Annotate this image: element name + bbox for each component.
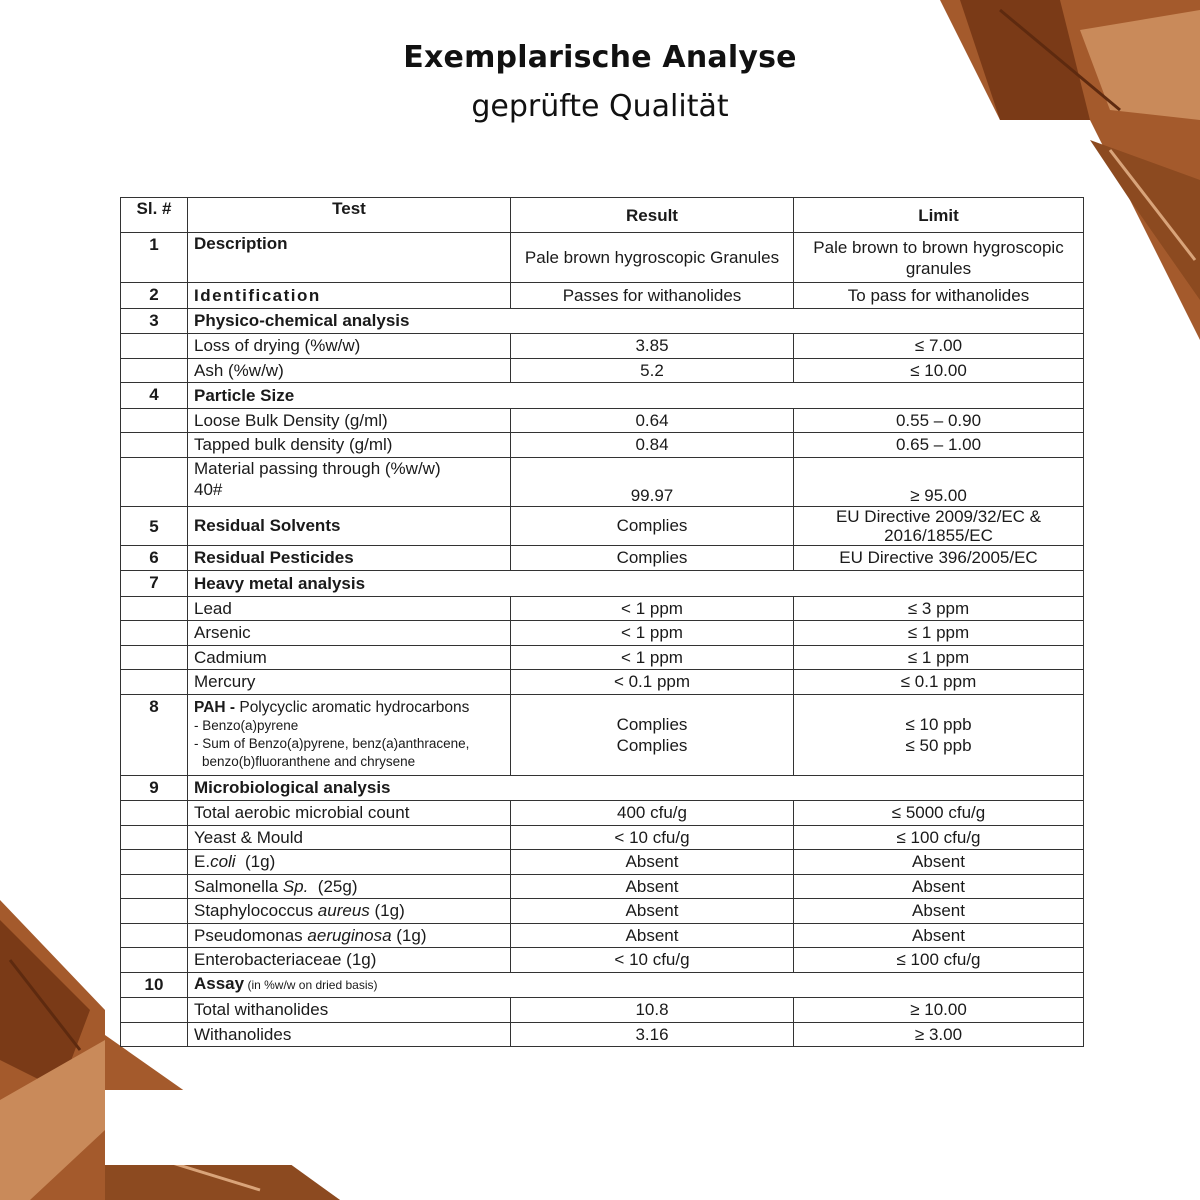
result-value: 3.85 bbox=[511, 334, 794, 359]
test-name: Withanolides bbox=[188, 1022, 511, 1047]
limit-value: ≤ 1 ppm bbox=[794, 621, 1084, 646]
table-row bbox=[121, 545, 1084, 571]
limit-line: ≤ 50 ppb bbox=[905, 735, 972, 755]
limit-value: ≤ 100 cfu/g bbox=[794, 948, 1084, 973]
test-name: Residual Pesticides bbox=[188, 545, 511, 571]
table-row bbox=[121, 948, 1084, 973]
test-name bbox=[188, 694, 511, 775]
table-row bbox=[121, 596, 1084, 621]
table-header-row bbox=[121, 198, 1084, 233]
test-name: Yeast & Mould bbox=[188, 825, 511, 850]
result-value: < 0.1 ppm bbox=[511, 670, 794, 695]
test-name-line2: 40# bbox=[194, 479, 223, 499]
table-row bbox=[121, 694, 1084, 775]
test-name-part: (1g) bbox=[235, 852, 276, 872]
test-name: Lead bbox=[188, 596, 511, 621]
table-row bbox=[121, 506, 1084, 545]
section-title bbox=[188, 972, 1084, 998]
test-name: Loose Bulk Density (g/ml) bbox=[188, 408, 511, 433]
row-number: 7 bbox=[121, 571, 188, 597]
test-name bbox=[188, 850, 511, 875]
table-row bbox=[121, 670, 1084, 695]
limit-value: Absent bbox=[794, 899, 1084, 924]
result-value: 3.16 bbox=[511, 1022, 794, 1047]
limit-value: ≤ 1 ppm bbox=[794, 645, 1084, 670]
white-panel-bottom bbox=[105, 1090, 1200, 1165]
result-value: Absent bbox=[511, 923, 794, 948]
section-row bbox=[121, 775, 1084, 801]
header-limit: Limit bbox=[794, 198, 1084, 233]
result-value: Absent bbox=[511, 899, 794, 924]
row-number: 2 bbox=[121, 283, 188, 309]
test-name: Ash (%w/w) bbox=[188, 358, 511, 383]
result-value: < 1 ppm bbox=[511, 645, 794, 670]
table-row bbox=[121, 283, 1084, 309]
result-value: < 10 cfu/g bbox=[511, 825, 794, 850]
section-row bbox=[121, 383, 1084, 409]
test-name: Enterobacteriaceae (1g) bbox=[188, 948, 511, 973]
row-number: 6 bbox=[121, 545, 188, 571]
header-sl: Sl. # bbox=[121, 198, 188, 233]
result-value: 0.84 bbox=[511, 433, 794, 458]
test-name: Loss of drying (%w/w) bbox=[188, 334, 511, 359]
row-number: 5 bbox=[121, 506, 188, 545]
test-name-italic: coli bbox=[210, 852, 236, 872]
table-row bbox=[121, 457, 1084, 506]
limit-value: Absent bbox=[794, 850, 1084, 875]
limit-value: ≤ 3 ppm bbox=[794, 596, 1084, 621]
result-value: Complies bbox=[511, 545, 794, 571]
row-number: 3 bbox=[121, 308, 188, 334]
header-test: Test bbox=[188, 198, 511, 233]
analysis-table bbox=[120, 197, 1084, 1047]
test-name-italic: aeruginosa bbox=[307, 925, 392, 945]
section-row bbox=[121, 571, 1084, 597]
pah-line: - Benzo(a)pyrene bbox=[194, 717, 299, 733]
test-name bbox=[188, 923, 511, 948]
limit-value: ≤ 10.00 bbox=[794, 358, 1084, 383]
result-value: Absent bbox=[511, 850, 794, 875]
section-title: Heavy metal analysis bbox=[188, 571, 1084, 597]
table-row bbox=[121, 621, 1084, 646]
limit-value: EU Directive 2009/32/EC & 2016/1855/EC bbox=[794, 506, 1084, 545]
table-row bbox=[121, 825, 1084, 850]
heading bbox=[0, 40, 1200, 124]
limit-value: ≥ 95.00 bbox=[794, 457, 1084, 506]
row-number: 9 bbox=[121, 775, 188, 801]
test-name: Total aerobic microbial count bbox=[188, 801, 511, 826]
test-name-line1: Material passing through (%w/w) bbox=[194, 458, 441, 478]
result-value: 10.8 bbox=[511, 998, 794, 1023]
result-line: Complies bbox=[616, 714, 688, 734]
result-value: 5.2 bbox=[511, 358, 794, 383]
limit-value: Pale brown to brown hygroscopic granules bbox=[794, 233, 1084, 283]
limit-value: ≤ 0.1 ppm bbox=[794, 670, 1084, 695]
result-value: 99.97 bbox=[511, 457, 794, 506]
test-name: Identification bbox=[188, 283, 511, 309]
row-number: 4 bbox=[121, 383, 188, 409]
limit-value: Absent bbox=[794, 874, 1084, 899]
test-name-part: Salmonella bbox=[194, 876, 283, 896]
limit-value: ≤ 7.00 bbox=[794, 334, 1084, 359]
test-name-part: (25g) bbox=[308, 876, 358, 896]
test-name: Total withanolides bbox=[188, 998, 511, 1023]
section-row bbox=[121, 308, 1084, 334]
test-name-part: (1g) bbox=[369, 901, 405, 921]
row-number: 8 bbox=[121, 694, 188, 775]
result-value: < 1 ppm bbox=[511, 596, 794, 621]
result-line: Complies bbox=[616, 735, 688, 755]
limit-value: ≤ 100 cfu/g bbox=[794, 825, 1084, 850]
result-value bbox=[511, 694, 794, 775]
limit-value: Absent bbox=[794, 923, 1084, 948]
test-name bbox=[188, 457, 511, 506]
test-name-part: (1g) bbox=[391, 925, 427, 945]
table-row bbox=[121, 923, 1084, 948]
test-name: Residual Solvents bbox=[188, 506, 511, 545]
limit-value: To pass for withanolides bbox=[794, 283, 1084, 309]
table-row bbox=[121, 801, 1084, 826]
section-row bbox=[121, 972, 1084, 998]
table-row bbox=[121, 334, 1084, 359]
table-row bbox=[121, 645, 1084, 670]
result-value: < 10 cfu/g bbox=[511, 948, 794, 973]
pah-description: Polycyclic aromatic hydrocarbons bbox=[235, 698, 470, 716]
limit-value: ≥ 10.00 bbox=[794, 998, 1084, 1023]
test-name-part: Staphylococcus bbox=[194, 901, 318, 921]
limit-value bbox=[794, 694, 1084, 775]
test-name: Description bbox=[188, 233, 511, 283]
test-name-italic: Sp. bbox=[282, 876, 309, 896]
test-name-part: E. bbox=[194, 852, 211, 872]
table-row bbox=[121, 433, 1084, 458]
page-subtitle: geprüfte Qualität bbox=[471, 89, 729, 124]
table-row bbox=[121, 899, 1084, 924]
page-title: Exemplarische Analyse bbox=[403, 40, 797, 75]
result-value: Absent bbox=[511, 874, 794, 899]
section-title: Particle Size bbox=[188, 383, 1084, 409]
limit-value: EU Directive 396/2005/EC bbox=[794, 545, 1084, 571]
test-name bbox=[188, 899, 511, 924]
pah-label: PAH - bbox=[194, 698, 236, 716]
section-title-text: Assay bbox=[194, 974, 245, 994]
test-name-italic: aureus bbox=[317, 901, 370, 921]
test-name-part: Pseudomonas bbox=[194, 925, 308, 945]
test-name: Tapped bulk density (g/ml) bbox=[188, 433, 511, 458]
limit-value: 0.55 – 0.90 bbox=[794, 408, 1084, 433]
section-title: Microbiological analysis bbox=[188, 775, 1084, 801]
pah-line: - Sum of Benzo(a)pyrene, benz(a)anthracene, bbox=[194, 735, 470, 751]
limit-value: ≤ 5000 cfu/g bbox=[794, 801, 1084, 826]
result-value: Pale brown hygroscopic Granules bbox=[511, 233, 794, 283]
result-value: < 1 ppm bbox=[511, 621, 794, 646]
row-number: 1 bbox=[121, 233, 188, 283]
pah-line: benzo(b)fluoranthene and chrysene bbox=[202, 753, 416, 769]
section-title: Physico-chemical analysis bbox=[188, 308, 1084, 334]
limit-line: ≤ 10 ppb bbox=[905, 714, 972, 734]
table-row bbox=[121, 850, 1084, 875]
test-name: Arsenic bbox=[188, 621, 511, 646]
test-name bbox=[188, 874, 511, 899]
limit-value: ≥ 3.00 bbox=[794, 1022, 1084, 1047]
row-number: 10 bbox=[121, 972, 188, 998]
table-row bbox=[121, 998, 1084, 1023]
table-row bbox=[121, 358, 1084, 383]
table-row bbox=[121, 233, 1084, 283]
table-row bbox=[121, 1022, 1084, 1047]
result-value: 0.64 bbox=[511, 408, 794, 433]
table-row bbox=[121, 874, 1084, 899]
test-name: Mercury bbox=[188, 670, 511, 695]
result-value: 400 cfu/g bbox=[511, 801, 794, 826]
section-note: (in %w/w on dried basis) bbox=[244, 978, 378, 993]
limit-value: 0.65 – 1.00 bbox=[794, 433, 1084, 458]
test-name: Cadmium bbox=[188, 645, 511, 670]
header-result: Result bbox=[511, 198, 794, 233]
table-row bbox=[121, 408, 1084, 433]
result-value: Passes for withanolides bbox=[511, 283, 794, 309]
result-value: Complies bbox=[511, 506, 794, 545]
